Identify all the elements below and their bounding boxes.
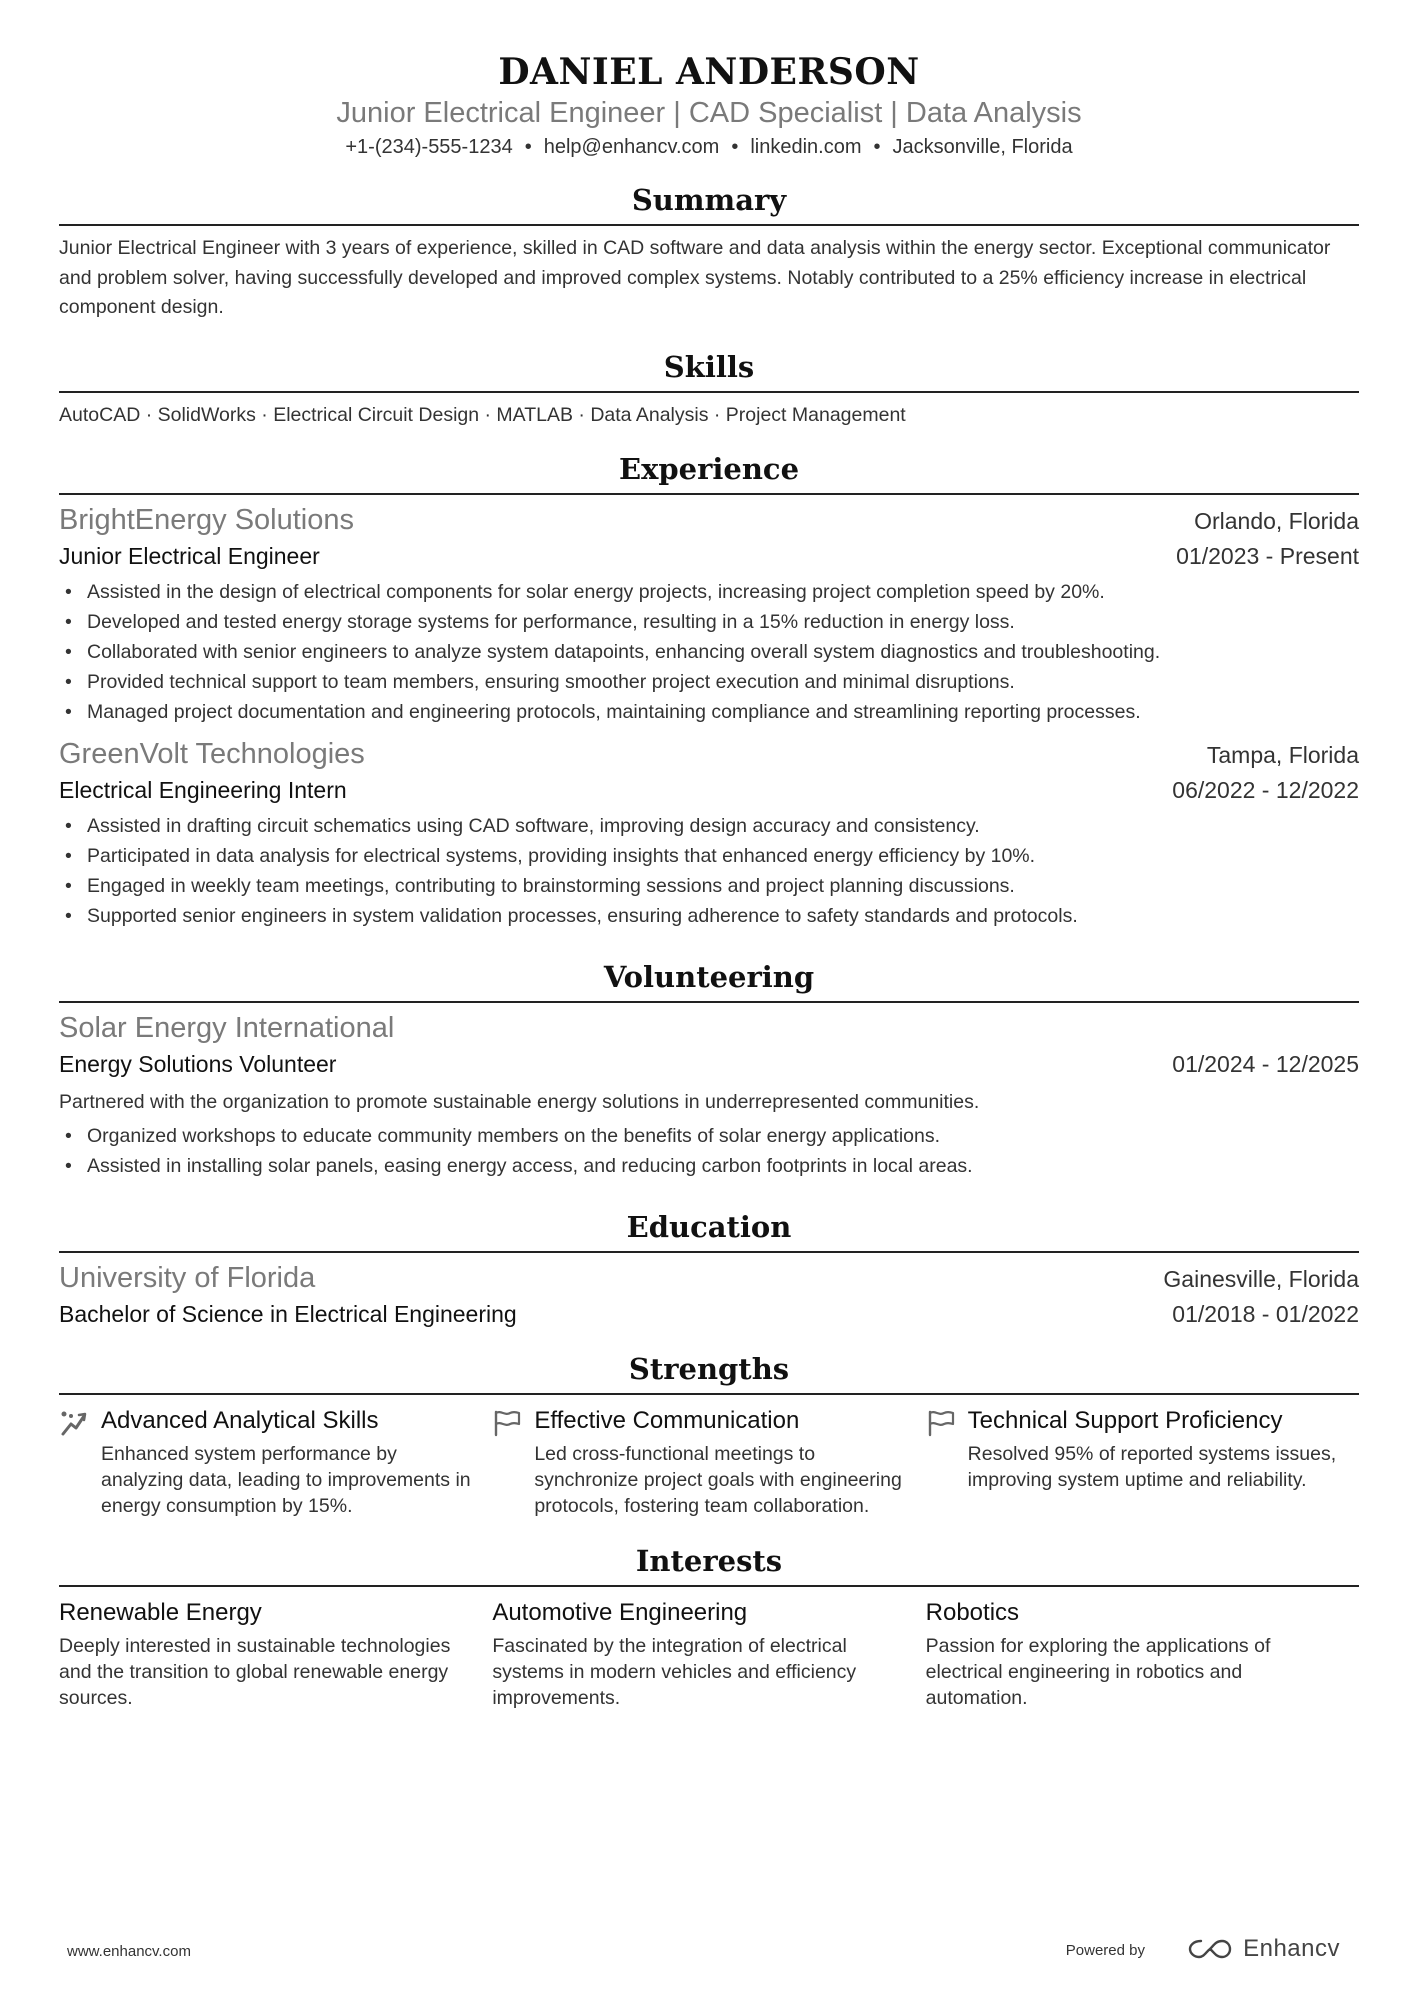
job-bullets bbox=[59, 811, 1359, 931]
volunteering-header-row bbox=[59, 1009, 1359, 1047]
strength-content bbox=[534, 1403, 905, 1519]
volunteer-dates: 01/2024 - 12/2025 bbox=[1172, 1050, 1359, 1077]
flag-icon bbox=[926, 1408, 956, 1438]
interest-title: Robotics bbox=[925, 1598, 1020, 1626]
volunteer-bullets bbox=[59, 1121, 1359, 1181]
volunteering-heading: Volunteering bbox=[59, 957, 1359, 1003]
strength-content bbox=[101, 1403, 472, 1519]
bullet-item: • Assisted in the design of electrical components for solar energy projects, increasing project completion speed by 20%. bbox=[59, 577, 1359, 607]
candidate-title: Junior Electrical Engineer | CAD Specialist | Data Analysis bbox=[336, 97, 1082, 129]
experience-entry bbox=[59, 501, 1359, 727]
strength-title: Advanced Analytical Skills bbox=[101, 1406, 379, 1434]
summary-text: Junior Electrical Engineer with 3 years of experience, skilled in CAD software and data analysis within the energy sector. Exceptional communicator and problem solver, having successfully developed and improved complex systems. Notably contributed to a 25% efficiency increase in electrical component design. bbox=[59, 237, 1331, 318]
skills-section bbox=[59, 347, 1359, 429]
experience-role-row bbox=[59, 539, 1359, 573]
interest-text: Passion for exploring the applications of electrical engineering in robotics and automation. bbox=[925, 1634, 1271, 1709]
job-location: Tampa, Florida bbox=[1206, 741, 1359, 768]
experience-entry bbox=[59, 735, 1359, 931]
job-location: Orlando, Florida bbox=[1194, 507, 1359, 534]
experience-role-row bbox=[59, 773, 1359, 807]
bullet-item: • Managed project documentation and engineering protocols, maintaining compliance and streamlining reporting processes. bbox=[59, 697, 1359, 727]
company-name: GreenVolt Technologies bbox=[59, 737, 365, 770]
interests-section bbox=[59, 1541, 1359, 1711]
strength-item bbox=[59, 1403, 492, 1519]
volunteer-role: Energy Solutions Volunteer bbox=[59, 1050, 337, 1077]
brand-logo[interactable] bbox=[1187, 1935, 1340, 1963]
bullet-item: • Organized workshops to educate community members on the benefits of solar energy applications. bbox=[59, 1121, 1359, 1151]
powered-by-label: Powered by bbox=[1065, 1942, 1145, 1959]
bullet-item: • Provided technical support to team members, ensuring smoother project execution and minimal disruptions. bbox=[59, 667, 1359, 697]
experience-section bbox=[59, 449, 1359, 931]
strength-text: Led cross-functional meetings to synchronize project goals with engineering protocols, fostering team collaboration. bbox=[534, 1442, 902, 1517]
summary-heading: Summary bbox=[59, 180, 1359, 226]
skills-list: AutoCAD · SolidWorks · Electrical Circuit Design · MATLAB · Data Analysis · Project Management bbox=[59, 403, 906, 426]
page-footer bbox=[67, 1935, 1340, 1975]
bullet-item: • Engaged in weekly team meetings, contributing to brainstorming sessions and project planning discussions. bbox=[59, 871, 1359, 901]
phone-number: +1-(234)-555-1234 bbox=[345, 136, 513, 158]
organization-name: Solar Energy International bbox=[59, 1011, 395, 1044]
separator-dot: • bbox=[731, 136, 739, 158]
brand-name: Enhancv bbox=[1243, 1935, 1340, 1962]
strength-item bbox=[492, 1403, 925, 1519]
volunteering-section bbox=[59, 957, 1359, 1181]
enhancv-logo-icon bbox=[1187, 1937, 1233, 1961]
analytics-icon bbox=[59, 1408, 89, 1438]
job-title: Junior Electrical Engineer bbox=[59, 542, 320, 569]
experience-heading: Experience bbox=[59, 449, 1359, 495]
separator-dot: • bbox=[873, 136, 881, 158]
email-address[interactable]: help@enhancv.com bbox=[543, 136, 720, 158]
job-bullets bbox=[59, 577, 1359, 727]
strengths-list bbox=[59, 1403, 1359, 1519]
company-name: BrightEnergy Solutions bbox=[59, 503, 354, 536]
strengths-heading: Strengths bbox=[59, 1349, 1359, 1395]
interest-title: Automotive Engineering bbox=[492, 1598, 748, 1626]
volunteering-role-row bbox=[59, 1047, 1359, 1081]
separator-dot: • bbox=[524, 136, 532, 158]
education-degree-row bbox=[59, 1297, 1359, 1331]
footer-website-link[interactable]: www.enhancv.com bbox=[67, 1943, 191, 1960]
job-dates: 06/2022 - 12/2022 bbox=[1172, 776, 1359, 803]
candidate-location: Jacksonville, Florida bbox=[892, 136, 1073, 158]
bullet-item: • Supported senior engineers in system validation processes, ensuring adherence to safety standards and protocols. bbox=[59, 901, 1359, 931]
experience-header-row bbox=[59, 501, 1359, 539]
interests-list bbox=[59, 1595, 1359, 1711]
bullet-item: • Collaborated with senior engineers to analyze system datapoints, enhancing overall system diagnostics and troubleshooting. bbox=[59, 637, 1359, 667]
flag-icon bbox=[492, 1408, 522, 1438]
bullet-item: • Developed and tested energy storage systems for performance, resulting in a 15% reduction in energy loss. bbox=[59, 607, 1359, 637]
education-section bbox=[59, 1207, 1359, 1331]
job-title: Electrical Engineering Intern bbox=[59, 776, 347, 803]
volunteer-description: Partnered with the organization to promote sustainable energy solutions in underrepresented communities. bbox=[59, 1090, 980, 1113]
summary-section bbox=[59, 180, 1359, 323]
linkedin-link[interactable]: linkedin.com bbox=[750, 136, 862, 158]
job-dates: 01/2023 - Present bbox=[1176, 542, 1359, 569]
bullet-item: • Assisted in installing solar panels, easing energy access, and reducing carbon footprints in local areas. bbox=[59, 1151, 1359, 1181]
strengths-section bbox=[59, 1349, 1359, 1519]
education-header-row bbox=[59, 1259, 1359, 1297]
skills-heading: Skills bbox=[59, 347, 1359, 393]
strength-content bbox=[968, 1403, 1339, 1519]
education-entry bbox=[59, 1259, 1359, 1331]
bullet-item: • Participated in data analysis for electrical systems, providing insights that enhanced energy efficiency by 10%. bbox=[59, 841, 1359, 871]
contact-line bbox=[59, 132, 1359, 162]
strength-item bbox=[926, 1403, 1359, 1519]
resume-header bbox=[59, 0, 1359, 162]
strength-text: Resolved 95% of reported systems issues, improving system uptime and reliability. bbox=[967, 1442, 1337, 1491]
interest-item bbox=[492, 1595, 925, 1711]
interest-item bbox=[59, 1595, 492, 1711]
interest-text: Deeply interested in sustainable technologies and the transition to global renewable energy sources. bbox=[59, 1634, 451, 1709]
education-heading: Education bbox=[59, 1207, 1359, 1253]
interests-heading: Interests bbox=[59, 1541, 1359, 1587]
volunteering-entry bbox=[59, 1009, 1359, 1181]
degree-name: Bachelor of Science in Electrical Engineering bbox=[59, 1300, 517, 1327]
candidate-name: DANIEL ANDERSON bbox=[498, 51, 920, 93]
school-name: University of Florida bbox=[59, 1261, 316, 1294]
interest-item bbox=[926, 1595, 1359, 1711]
interest-text: Fascinated by the integration of electrical systems in modern vehicles and efficiency improvements. bbox=[492, 1634, 857, 1709]
bullet-item: • Assisted in drafting circuit schematics using CAD software, improving design accuracy and consistency. bbox=[59, 811, 1359, 841]
interest-title: Renewable Energy bbox=[59, 1598, 262, 1626]
strength-title: Technical Support Proficiency bbox=[967, 1406, 1283, 1434]
strength-title: Effective Communication bbox=[534, 1406, 800, 1434]
strength-text: Enhanced system performance by analyzing data, leading to improvements in energy consumption by 15%. bbox=[101, 1442, 471, 1517]
experience-header-row bbox=[59, 735, 1359, 773]
education-dates: 01/2018 - 01/2022 bbox=[1172, 1300, 1359, 1327]
resume-page bbox=[59, 0, 1359, 1711]
school-location: Gainesville, Florida bbox=[1163, 1265, 1359, 1292]
